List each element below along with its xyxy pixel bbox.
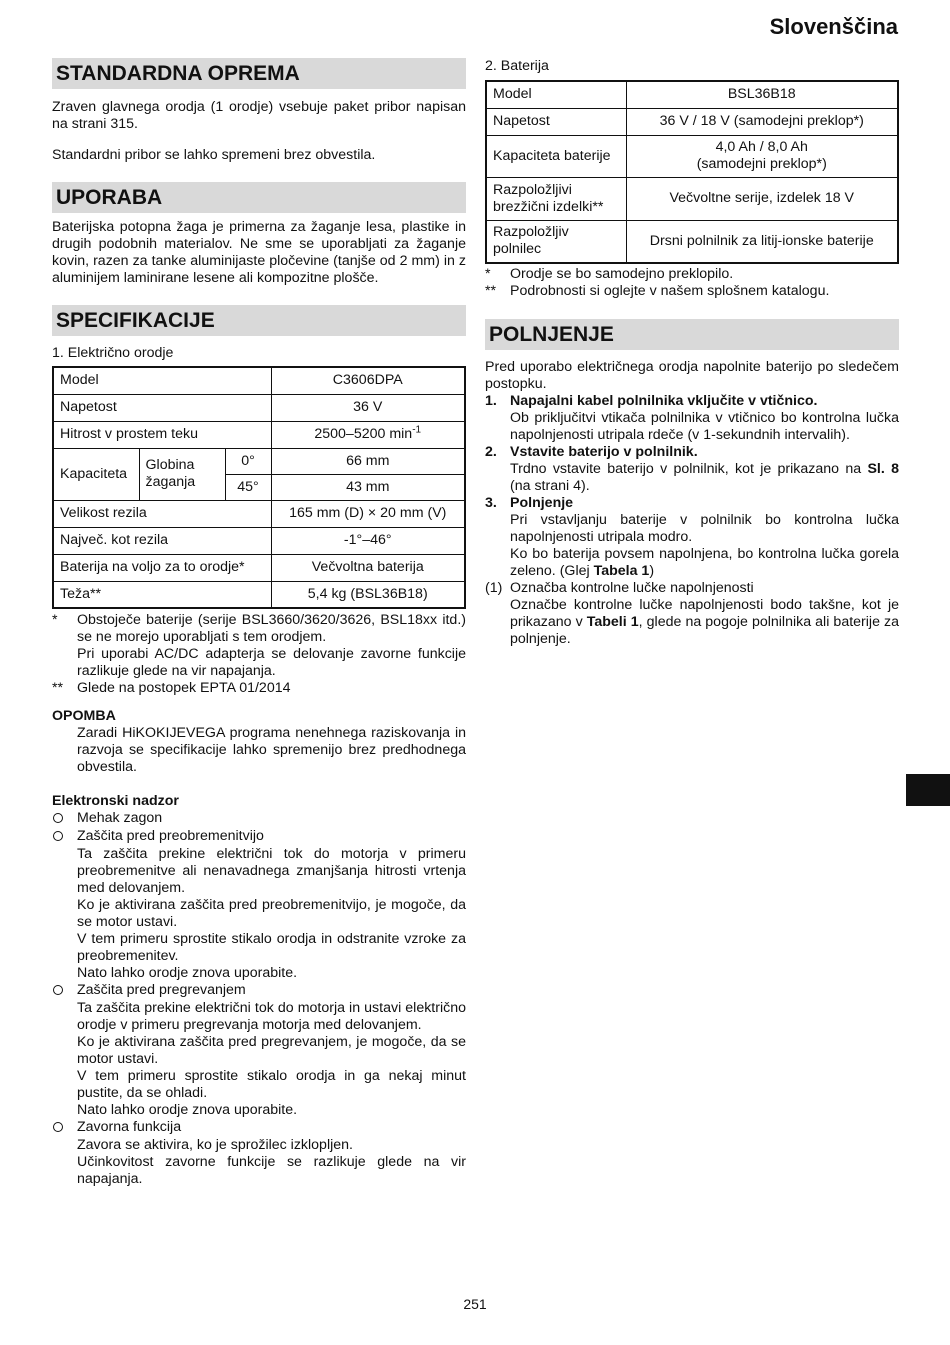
step-title: Polnjenje (510, 495, 574, 511)
footnote-mark: * (485, 266, 491, 282)
electronic-control-item-text: Zavora se aktivira, ko je sprožilec izklopljen. (77, 1137, 353, 1153)
substep-title: Označba kontrolne lučke napolnjenosti (510, 580, 754, 596)
electronic-control-item-text: Ta zaščita prekine električni tok do motorja v primeru preobremenitve ali nenavadnega zmanjšanja hitrosti vrtenja med delovanjem. (77, 846, 466, 896)
standard-equipment-paragraph: Zraven glavnega orodja (1 orodje) vsebuje paket pribor napisan na strani 315. (52, 99, 466, 132)
bullet-mark (52, 810, 77, 828)
battery-label: Baterija na voljo za to orodje* (53, 554, 271, 581)
capacity-value-line-1: 4,0 Ah / 8,0 Ah (715, 139, 808, 155)
table-reference: Tabela 1 (593, 563, 650, 579)
left-column (52, 58, 466, 1188)
charger-label: Razpoložljiv polnilec (486, 220, 626, 263)
substep-number: (1) (485, 580, 503, 596)
electronic-control-item-text: Nato lahko orodje znova uporabite. (77, 965, 298, 981)
table-row (486, 220, 898, 263)
step-number: 3. (485, 495, 497, 511)
battery-voltage-value: 36 V / 18 V (samodejni preklop*) (626, 108, 898, 135)
blade-size-value: 165 mm (D) × 20 mm (V) (271, 500, 465, 527)
section-title-standard-equipment: STANDARDNA OPREMA (52, 58, 466, 89)
step-number: 1. (485, 393, 497, 409)
cordless-products-value: Večvoltne serije, izdelek 18 V (626, 177, 898, 220)
section-title-usage: UPORABA (52, 182, 466, 213)
electronic-control-title: Elektronski nadzor (52, 793, 179, 809)
battery-subtitle: 2. Baterija (485, 58, 549, 74)
language-heading: Slovenščina (769, 14, 898, 39)
tool-subtitle: 1. Električno orodje (52, 345, 174, 361)
angle-45-label: 45° (225, 474, 271, 500)
tool-footnote-2 (52, 680, 466, 697)
charging-intro: Pred uporabo električnega orodja napolnite baterijo po sledečem postopku. (485, 359, 899, 392)
battery-capacity-value (626, 135, 898, 177)
circle-bullet-icon (53, 1122, 63, 1132)
right-column (485, 58, 899, 648)
charging-step-1 (485, 393, 899, 410)
battery-footnote-1 (485, 266, 899, 283)
speed-value-text: 2500–5200 min (314, 426, 413, 442)
electronic-control-item-label: Zavorna funkcija (77, 1119, 182, 1135)
note-text: Zaradi HiKOKIJEVEGA programa nenehnega raziskovanja in razvoja se specifikacije lahko spremenijo brez predhodnega obvestila. (77, 725, 466, 775)
section-title-charging: POLNJENJE (485, 319, 899, 350)
footnote-mark: ** (52, 680, 64, 696)
battery-value: Večvoltna baterija (271, 554, 465, 581)
substep-text-part: , glede na pogoje polnilnika ali baterije za polnjenje. (510, 614, 900, 647)
electronic-control-item-label: Zaščita pred preobremenitvijo (77, 828, 264, 844)
electronic-control-item-text: V tem primeru sprostite stikalo orodja in odstranite vzroke za preobremenitev. (77, 931, 466, 964)
language-tab-marker (906, 774, 950, 806)
footnote-text: Podrobnosti si oglejte v našem splošnem katalogu. (510, 283, 830, 299)
substep-text-part: Označbe kontrolne lučke napolnjenosti bodo takšne, kot je prikazano v (510, 597, 899, 630)
charging-step-2 (485, 444, 899, 461)
circle-bullet-icon (53, 985, 63, 995)
step-number: 2. (485, 444, 497, 460)
electronic-control-item-text: Nato lahko orodje znova uporabite. (77, 1102, 298, 1118)
tool-voltage-value: 36 V (271, 394, 465, 421)
step-3-text-part: ) (649, 563, 655, 579)
electronic-control-item-text: Ko je aktivirana zaščita pred preobremenitvijo, je mogoče, da se motor ustavi. (77, 897, 466, 930)
tool-voltage-label: Napetost (53, 394, 271, 421)
tool-model-label: Model (53, 367, 271, 394)
tool-footnote-1-continued: Pri uporabi AC/DC adapterja se delovanje zavorne funkcije razlikuje glede na vir napajanja. (77, 646, 466, 679)
max-angle-value: -1°–46° (271, 527, 465, 554)
table-row (53, 581, 465, 608)
table-row (486, 177, 898, 220)
tool-spec-table (52, 366, 466, 609)
battery-capacity-label: Kapaciteta baterije (486, 135, 626, 177)
table-row (53, 527, 465, 554)
electronic-control-item (52, 982, 466, 1000)
bullet-mark (52, 1119, 77, 1137)
electronic-control-item (52, 828, 466, 846)
table-row (53, 367, 465, 394)
tool-model-value: C3606DPA (271, 367, 465, 394)
speed-unit-exponent: -1 (412, 424, 422, 436)
table-row (53, 394, 465, 421)
capacity-value-line-2: (samodejni preklop*) (696, 156, 827, 172)
table-row (486, 135, 898, 177)
electronic-control-item-text: Ko je aktivirana zaščita pred pregrevanjem, je mogoče, da se motor ustavi. (77, 1034, 466, 1067)
charging-step-3-text-1: Pri vstavljanju baterije v polnilnik bo kontrolna lučka napolnjenosti utripala modro. (510, 512, 899, 545)
electronic-control-item-label: Zaščita pred pregrevanjem (77, 982, 246, 998)
electronic-control-item-text: V tem primeru sprostite stikalo orodja in ga nekaj minut pustite, da se ohladi. (77, 1068, 466, 1101)
bullet-mark (52, 982, 77, 1000)
electronic-control-item (52, 810, 466, 828)
footnote-mark: ** (485, 283, 497, 299)
usage-paragraph: Baterijska potopna žaga je primerna za žaganje lesa, plastike in drugih podobnih materialov. Ne sme se uporabljati za žaganje kovin, razen za tanke aluminijaste pločevine (tanjše od 2 mm) in z aluminijem laminirane lesene ali kompozitne plošče. (52, 219, 466, 286)
battery-spec-table (485, 80, 899, 264)
battery-footnote-2 (485, 283, 899, 300)
bullet-mark (52, 828, 77, 846)
depth-label: Globina žaganja (139, 448, 225, 500)
electronic-control-item-label: Mehak zagon (77, 810, 163, 826)
charging-step-3-text-2 (485, 546, 899, 580)
weight-value: 5,4 kg (BSL36B18) (271, 581, 465, 608)
charging-substep-text (485, 597, 899, 648)
step-3-text-part: Ko bo baterija povsem napolnjena, bo kontrolna lučka gorela zeleno. (Glej (510, 546, 899, 579)
figure-reference: Sl. 8 (867, 461, 899, 477)
battery-model-label: Model (486, 81, 626, 108)
table-row (486, 81, 898, 108)
electronic-control-item (52, 1119, 466, 1137)
charging-step-3 (485, 495, 899, 512)
footnote-text: Glede na postopek EPTA 01/2014 (77, 680, 291, 696)
charging-step-1-text: Ob priključitvi vtikača polnilnika v vtičnico bo kontrolna lučka napolnjenosti utripala rdeče (v 1-sekundnih intervalih). (510, 410, 899, 443)
charger-value: Drsni polnilnik za litij-ionske baterije (626, 220, 898, 263)
cordless-products-label: Razpoložljivi brezžični izdelki** (486, 177, 626, 220)
depth-0-value: 66 mm (271, 448, 465, 474)
electronic-control-item-text: Ta zaščita prekine električni tok do motorja in ustavi električno orodje v primeru pregrevanja motorja med delovanjem. (77, 1000, 466, 1033)
capacity-label: Kapaciteta (53, 448, 139, 500)
charging-step-2-text (485, 461, 899, 495)
battery-model-value: BSL36B18 (626, 81, 898, 108)
angle-0-label: 0° (225, 448, 271, 474)
table-row (53, 421, 465, 448)
table-row (53, 554, 465, 581)
note-title: OPOMBA (52, 708, 116, 724)
battery-voltage-label: Napetost (486, 108, 626, 135)
section-title-specifications: SPECIFIKACIJE (52, 305, 466, 336)
table-reference: Tabeli 1 (586, 614, 639, 630)
table-row (486, 108, 898, 135)
table-row (53, 500, 465, 527)
depth-45-value: 43 mm (271, 474, 465, 500)
tool-footnote-1 (52, 612, 466, 646)
standard-accessories-note: Standardni pribor se lahko spremeni brez obvestila. (52, 147, 376, 163)
footnote-mark: * (52, 612, 58, 628)
step-2-text-part: Trdno vstavite baterijo v polnilnik, kot je prikazano na (510, 461, 868, 477)
circle-bullet-icon (53, 831, 63, 841)
charging-substep-1 (485, 580, 899, 597)
table-row (53, 448, 465, 474)
electronic-control-item-text: Učinkovitost zavorne funkcije se razlikuje glede na vir napajanja. (77, 1154, 466, 1187)
footnote-text: Orodje se bo samodejno preklopilo. (510, 266, 734, 282)
tool-speed-label: Hitrost v prostem teku (53, 421, 271, 448)
step-title: Vstavite baterijo v polnilnik. (510, 444, 698, 460)
weight-label: Teža** (53, 581, 271, 608)
tool-speed-value (271, 421, 465, 448)
circle-bullet-icon (53, 813, 63, 823)
blade-size-label: Velikost rezila (53, 500, 271, 527)
max-angle-label: Največ. kot rezila (53, 527, 271, 554)
step-2-text-part: (na strani 4). (510, 478, 590, 494)
footnote-text: Obstoječe baterije (serije BSL3660/3620/3626, BSL18xx itd.) se ne morejo uporabljati s tem orodjem. (77, 612, 466, 645)
step-title: Napajalni kabel polnilnika vključite v vtičnico. (510, 393, 818, 409)
page-number: 251 (463, 1296, 487, 1312)
electronic-control-list (52, 810, 466, 1188)
